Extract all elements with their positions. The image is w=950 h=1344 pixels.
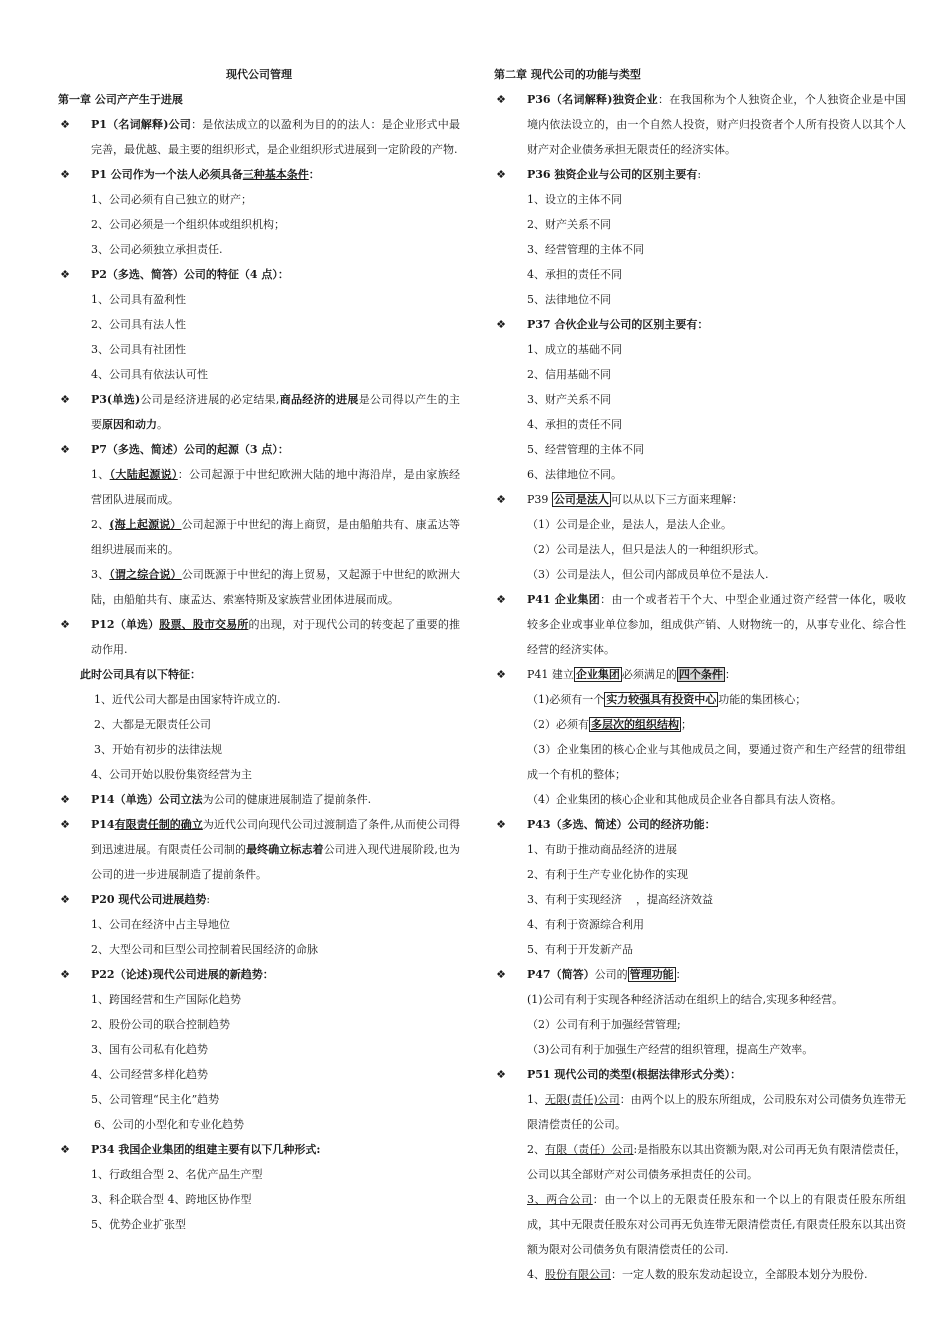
section-p20-trend: ❖ P20 现代公司进展趋势: (58, 887, 460, 912)
section-p37-partnership: ❖ P37 合伙企业与公司的区别主要有： (494, 312, 906, 337)
bullet-icon: ❖ (60, 268, 70, 281)
bullet-icon: ❖ (496, 493, 506, 506)
bullet-icon: ❖ (496, 593, 506, 606)
list-item: 3、有利于实现经济 ，提高经济效益 (527, 893, 713, 906)
list-item: 6、公司的小型化和专业化趋势 (94, 1118, 244, 1131)
list-item: 3、公司具有社团性 (91, 343, 186, 356)
list-item: 1、跨国经营和生产国际化趋势 (91, 993, 241, 1006)
list-item: 1、近代公司大都是由国家特许成立的. (94, 693, 281, 706)
list-item: 2、有限（责任）公司:是指股东以其出资额为限,对公司再无负有限清偿责任，公司以其全部财产对公司债务承担责任的公司。 (527, 1143, 907, 1181)
list-item: 3、国有公司私有化趋势 (91, 1043, 208, 1056)
list-item: （3)公司有利于加强生产经营的组织管理，提高生产效率。 (527, 1043, 814, 1056)
list-item: 2、有利于生产专业化协作的实现 (527, 868, 688, 881)
chapter-2-heading: 第二章 现代公司的功能与类型 (494, 68, 641, 81)
section-p14-legislation: ❖ P14（单选）公司立法为公司的健康进展制造了提前条件. (58, 787, 460, 812)
list-item: 4、有利于资源综合利用 (527, 918, 644, 931)
list-item: 2、财产关系不同 (527, 218, 611, 231)
list-item: 2、股份公司的联合控制趋势 (91, 1018, 230, 1031)
list-item: 3、公司必须独立承担责任. (91, 243, 223, 256)
bullet-icon: ❖ (496, 93, 506, 106)
list-item: 2、大型公司和巨型公司控制着民国经济的命脉 (91, 943, 318, 956)
bullet-icon: ❖ (496, 968, 506, 981)
list-item: 1、有助于推动商品经济的进展 (527, 843, 677, 856)
section-p39-legal-person: ❖ P39 公司是法人 可以从以下三方面来理解： (494, 487, 906, 512)
section-p43-economic-functions: ❖ P43（多选、简述）公司的经济功能： (494, 812, 906, 837)
section-p22-new-trend: ❖ P22（论述)现代公司进展的新趋势： (58, 962, 460, 987)
list-item: 3、科企联合型 4、跨地区协作型 (91, 1193, 252, 1206)
section-p34-groups: ❖ P34 我国企业集团的组建主要有以下几种形式: (58, 1137, 460, 1162)
list-item: 1、（大陆起源说）：公司起源于中世纪欧洲大陆的地中海沿岸，是由家族经营团队进展而成。 (91, 468, 461, 506)
list-item: （3）企业集团的核心企业与其他成员之间，要通过资产和生产经营的纽带组成一个有机的整体； (527, 743, 906, 781)
bullet-icon: ❖ (60, 893, 70, 906)
list-item: 1、公司在经济中占主导地位 (91, 918, 230, 931)
bullet-icon: ❖ (60, 968, 70, 981)
chapter-1-heading: 第一章 公司产产生于进展 (58, 93, 183, 106)
list-item: 2、公司必须是一个组织体或组织机构； (91, 218, 285, 231)
list-item: 6、法律地位不同。 (527, 468, 622, 481)
list-item: 2、公司具有法人性 (91, 318, 186, 331)
bullet-icon: ❖ (60, 118, 70, 131)
list-item: 1、无限(责任)公司：由两个以上的股东所组成，公司股东对公司债务负连带无限清偿责任的公司。 (527, 1093, 907, 1131)
list-item: 1、公司必须有自己独立的财产； (91, 193, 252, 206)
list-item: 5、法律地位不同 (527, 293, 611, 306)
list-item: 1、行政组合型 2、名优产品生产型 (91, 1168, 263, 1181)
section-p14-limited-liability: ❖ P14有限责任制的确立为近代公司向现代公司过渡制造了条件,从而使公司得到迅速进展。有限责任公司制的最终确立标志着公司进入现代进展阶段,也为公司的进一步进展制造了提前条件。 (58, 812, 460, 887)
section-p7-origin: ❖ P7（多选、简述）公司的起源（3 点）： (58, 437, 460, 462)
list-item: 5、公司管理“民主化”趋势 (91, 1093, 220, 1106)
left-column (58, 62, 460, 1237)
section-p47-management-functions: ❖ P47（简答）公司的 管理功能 ： (494, 962, 906, 987)
list-item: （2）公司是法人，但只是法人的一种组织形式。 (527, 543, 765, 556)
list-item: 4、公司具有依法认可性 (91, 368, 208, 381)
list-item: 4、承担的责任不同 (527, 418, 622, 431)
list-item: 4、承担的责任不同 (527, 268, 622, 281)
list-item: 3、开始有初步的法律法规 (94, 743, 222, 756)
list-item: （1)必须有一个 实力较强具有投资中心 功能的集团核心； (527, 693, 807, 706)
list-item: 5、优势企业扩张型 (91, 1218, 186, 1231)
section-p3: ❖ P3(单选)公司是经济进展的必定结果,商品经济的进展是公司得以产生的主要原因和动力。 (58, 387, 460, 437)
list-item: 3、两合公司：由一个以上的无限责任股东和一个以上的有限责任股东所组成，其中无限责任股东对公司再无负连带无限清偿责任,有限责任股东以其出资额为限对公司债务负有限清偿责任的公司. (527, 1193, 906, 1256)
list-item: 1、设立的主体不同 (527, 193, 622, 206)
list-item: （3）公司是法人，但公司内部成员单位不是法人. (527, 568, 769, 581)
list-item: 4、股份有限公司：一定人数的股东发动起设立，全部股本划分为股份. (527, 1268, 868, 1281)
section-p2-features: ❖ P2（多选、简答）公司的特征（4 点）： (58, 262, 460, 287)
document-title: 现代公司管理 (226, 68, 292, 81)
bullet-icon: ❖ (496, 668, 506, 681)
section-p41-four-conditions: ❖ P41 建立 企业集团 必须满足的 四个条件 ： (494, 662, 906, 687)
list-item: 4、公司开始以股份集资经营为主 (91, 768, 252, 781)
list-item: 3、财产关系不同 (527, 393, 611, 406)
list-item: 3、经营管理的主体不同 (527, 243, 644, 256)
section-p36-sole-proprietorship: ❖ P36（名词解释)独资企业：在我国称为个人独资企业，个人独资企业是中国境内依法设立的，由一个自然人投资，财产归投资者个人所有投资人以其个人财产对企业债务承担无限责任的经济实体。 (494, 87, 906, 162)
list-item: 2、大都是无限责任公司 (94, 718, 211, 731)
list-item: 2、信用基础不同 (527, 368, 611, 381)
list-item: 1、公司具有盈利性 (91, 293, 186, 306)
bullet-icon: ❖ (60, 443, 70, 456)
bullet-icon: ❖ (60, 168, 70, 181)
list-item: （4）企业集团的核心企业和其他成员企业各自都具有法人资格。 (527, 793, 842, 806)
bullet-icon: ❖ (496, 318, 506, 331)
section-p41-enterprise-group: ❖ P41 企业集团：由一个或者若干个大、中型企业通过资产经营一体化，吸收较多企业或事业单位参加，组成供产销、人财物统一的，从事专业化、综合性经营的经济实体。 (494, 587, 906, 662)
bullet-icon: ❖ (496, 1068, 506, 1081)
list-item: 2、(海上起源说）公司起源于中世纪的海上商贸，是由船舶共有、康孟达等组织进展而来的。 (91, 518, 460, 556)
list-item: 1、成立的基础不同 (527, 343, 622, 356)
right-column (494, 62, 906, 1287)
bullet-icon: ❖ (60, 793, 70, 806)
bullet-icon: ❖ (60, 393, 70, 406)
list-item: （2）必须有 多层次的组织结构 ； (527, 718, 692, 731)
list-item: 5、经营管理的主体不同 (527, 443, 644, 456)
bullet-icon: ❖ (60, 618, 70, 631)
section-p12: ❖ P12（单选）股票、股市交易所的出现，对于现代公司的转变起了重要的推动作用. (58, 612, 460, 662)
section-p1-company-definition: ❖ P1（名词解释)公司：是依法成立的以盈利为目的的法人：是企业形式中最完善，最优越、最主要的组织形式，是企业组织形式进展到一定阶段的产物. (58, 112, 460, 162)
subheading-features: 此时公司具有以下特征： (80, 668, 201, 681)
bullet-icon: ❖ (60, 818, 70, 831)
list-item: （1）公司是企业，是法人，是法人企业。 (527, 518, 732, 531)
list-item: （2）公司有利于加强经营管理; (527, 1018, 681, 1031)
list-item: 4、公司经营多样化趋势 (91, 1068, 208, 1081)
list-item: 5、有利于开发新产品 (527, 943, 633, 956)
bullet-icon: ❖ (496, 168, 506, 181)
bullet-icon: ❖ (60, 1143, 70, 1156)
section-p1-conditions: ❖ P1 公司作为一个法人必须具备三种基本条件： (58, 162, 460, 187)
list-item: (1)公司有利于实现各种经济活动在组织上的结合,实现多种经营。 (527, 993, 844, 1006)
bullet-icon: ❖ (496, 818, 506, 831)
section-p51-company-types: ❖ P51 现代公司的类型(根据法律形式分类）： (494, 1062, 906, 1087)
list-item: 3、（谓之综合说）公司既源于中世纪的海上贸易，又起源于中世纪的欧洲大陆，由船舶共有、康孟达、索塞特斯及家族营业团体进展而成。 (91, 568, 461, 606)
section-p36-differences: ❖ P36 独资企业与公司的区别主要有: (494, 162, 906, 187)
